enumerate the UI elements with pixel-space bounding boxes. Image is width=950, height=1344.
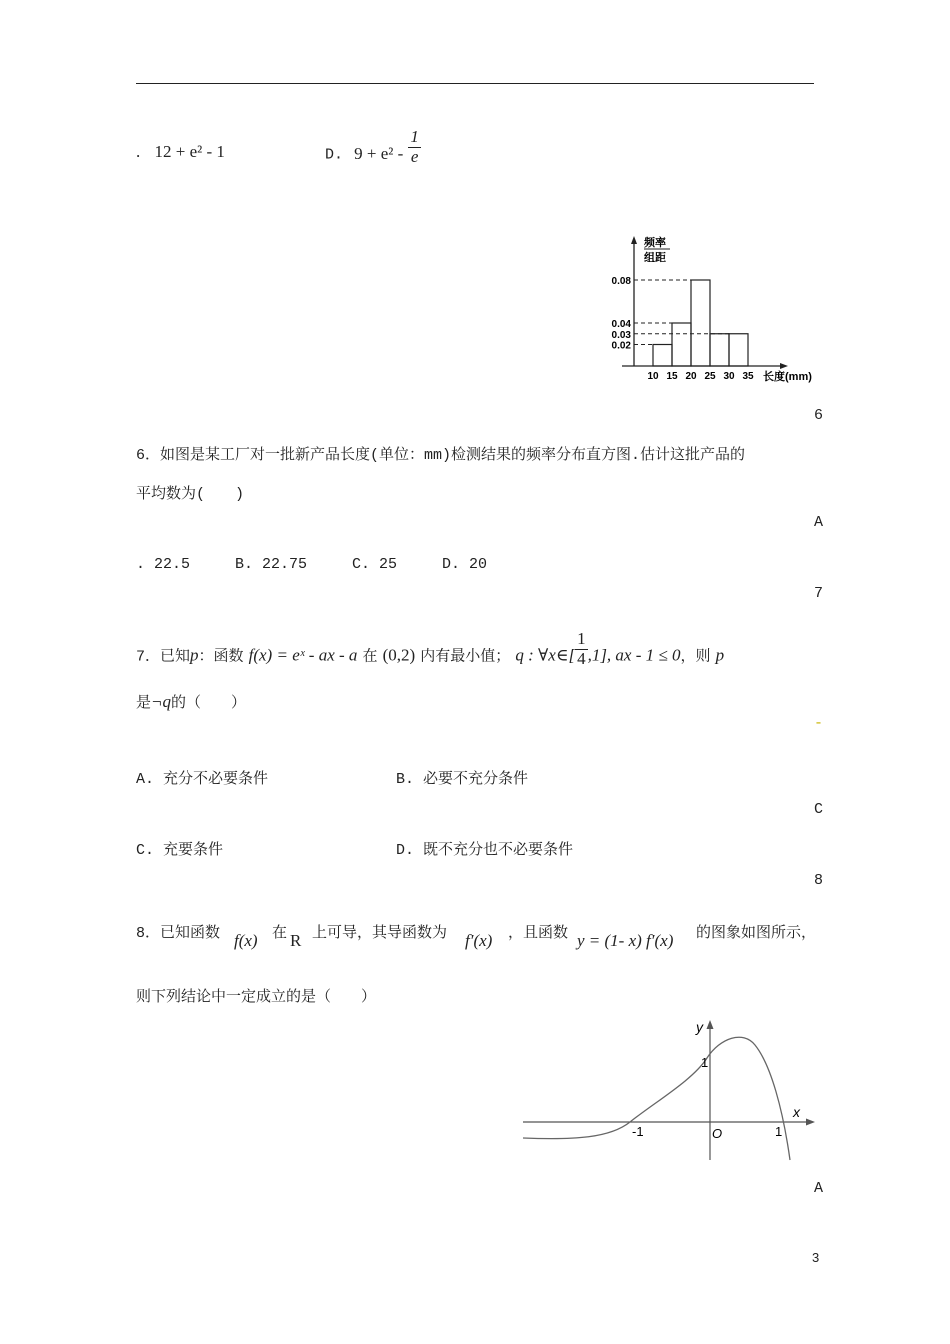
q7-option-c: C. 充要条件 bbox=[136, 842, 224, 859]
header-rule bbox=[136, 83, 814, 84]
graph-x-arrow-icon bbox=[806, 1119, 815, 1126]
q7-option-b: B. 必要不充分条件 bbox=[396, 771, 529, 788]
q7-p2: p bbox=[715, 645, 725, 665]
q7-colon-fn: ：函数 bbox=[198, 648, 244, 666]
option-d-label: D. bbox=[325, 146, 344, 164]
q6-line2: 平均数为( ) bbox=[136, 486, 245, 503]
q8-y-function: y = (1- x) f′(x) bbox=[577, 931, 674, 950]
q7-p: p bbox=[190, 645, 199, 665]
histogram-ylabel-bottom: 组距 bbox=[644, 252, 666, 264]
histogram-xlabel: 长度(mm) bbox=[763, 371, 812, 383]
option-d-line bbox=[325, 127, 421, 166]
frequency-histogram bbox=[600, 230, 830, 385]
q7-option-d: D. 既不充分也不必要条件 bbox=[396, 842, 574, 859]
derivative-curve-graph bbox=[515, 1010, 825, 1170]
margin-mark-a: A bbox=[814, 514, 824, 531]
q8-on: 在 bbox=[272, 925, 288, 942]
histogram-x-tick-label: 35 bbox=[742, 371, 754, 382]
histogram-x-tick-label: 30 bbox=[723, 371, 735, 382]
fraction-numerator: 1 bbox=[410, 127, 419, 146]
q8-line2: 则下列结论中一定成立的是（ ） bbox=[136, 989, 377, 1006]
option-d-fraction bbox=[408, 128, 421, 166]
y-axis-arrow-icon bbox=[631, 236, 637, 244]
option-c-line bbox=[136, 142, 225, 162]
q8-graph-text: 的图象如图所示， bbox=[696, 925, 817, 942]
margin-mark-c: C bbox=[814, 801, 824, 818]
option-c-expr: 12 + e² - 1 bbox=[154, 142, 225, 161]
graph-origin-label: O bbox=[712, 1126, 723, 1141]
histogram-x-tick-label: 25 bbox=[704, 371, 716, 382]
q7-line2 bbox=[136, 691, 246, 712]
graph-y-arrow-icon bbox=[707, 1020, 714, 1029]
q8-diff: 上可导，其导函数为 bbox=[312, 925, 448, 942]
q7-function: f(x) = eˣ - ax - a bbox=[248, 645, 358, 665]
q8-fx: f(x) bbox=[234, 931, 258, 950]
histogram-y-tick-label: 0.02 bbox=[611, 340, 631, 352]
q8-fpx: f′(x) bbox=[465, 931, 493, 950]
option-d-expr: 9 + e² - bbox=[354, 143, 404, 163]
histogram-bar bbox=[653, 345, 672, 367]
graph-curve bbox=[523, 1037, 790, 1160]
q7-min: 内有最小值； bbox=[420, 648, 511, 666]
option-c-prefix: . bbox=[136, 142, 141, 161]
x-axis-arrow-icon bbox=[780, 363, 788, 369]
page-number: 3 bbox=[812, 1250, 820, 1265]
histogram-x-tick-label: 15 bbox=[666, 371, 678, 382]
q7-fraction bbox=[575, 630, 588, 668]
graph-y-label: y bbox=[696, 1019, 703, 1035]
fraction-denominator: 4 bbox=[577, 648, 586, 668]
histogram-ylabel-top: 频率 bbox=[644, 237, 666, 249]
histogram-y-tick-label: 0.08 bbox=[611, 276, 631, 287]
q7-interval: (0,2) bbox=[382, 645, 416, 665]
q7-q-cond-b: ,1], ax - 1 ≤ 0 bbox=[587, 645, 681, 665]
q8-R: R bbox=[290, 931, 302, 950]
histogram-bar bbox=[691, 280, 710, 366]
histogram-bars bbox=[653, 280, 748, 366]
q7-q-cond-a: q : ∀x∈[ bbox=[515, 645, 576, 665]
q7-line1 bbox=[136, 629, 725, 668]
fraction-numerator: 1 bbox=[577, 629, 586, 648]
margin-mark-a-2: A bbox=[814, 1180, 824, 1197]
margin-mark-6: 6 bbox=[814, 407, 824, 424]
histogram-x-tick-label: 10 bbox=[647, 371, 659, 382]
q7-prefix: 7．已知 bbox=[136, 648, 191, 666]
q7-then: ，则 bbox=[680, 648, 711, 666]
histogram-bar bbox=[672, 323, 691, 366]
histogram-x-tick-label: 20 bbox=[685, 371, 697, 382]
q8-and: ，且函数 bbox=[508, 925, 569, 942]
margin-mark-dash: - bbox=[814, 715, 824, 732]
fraction-denominator: e bbox=[410, 146, 419, 166]
graph-x-label: x bbox=[793, 1104, 800, 1120]
q7-line2a: 是 bbox=[136, 695, 152, 712]
graph-tick-neg1: -1 bbox=[632, 1124, 644, 1139]
q6-line1: 6．如图是某工厂对一批新产品长度(单位：mm)检测结果的频率分布直方图.估计这批产品的 bbox=[136, 447, 746, 464]
q7-option-a: A. 充分不必要条件 bbox=[136, 771, 269, 788]
q6-options: . 22.5 B. 22.75 C. 25 D. 20 bbox=[136, 556, 488, 573]
q7-line2b: 的（ ） bbox=[171, 695, 247, 712]
histogram-bar bbox=[729, 334, 748, 366]
histogram-y-tick-label: 0.03 bbox=[611, 329, 631, 341]
graph-tick-1-y: 1 bbox=[701, 1055, 709, 1070]
histogram-bar bbox=[710, 334, 729, 366]
graph-tick-1-x: 1 bbox=[775, 1124, 783, 1139]
margin-mark-7: 7 bbox=[814, 585, 824, 602]
q7-not-q: ¬q bbox=[151, 692, 171, 711]
margin-mark-8: 8 bbox=[814, 872, 824, 889]
q7-in: 在 bbox=[362, 648, 378, 666]
q8-prefix: 8．已知函数 bbox=[136, 925, 221, 942]
histogram-y-tick-label: 0.04 bbox=[611, 319, 631, 330]
